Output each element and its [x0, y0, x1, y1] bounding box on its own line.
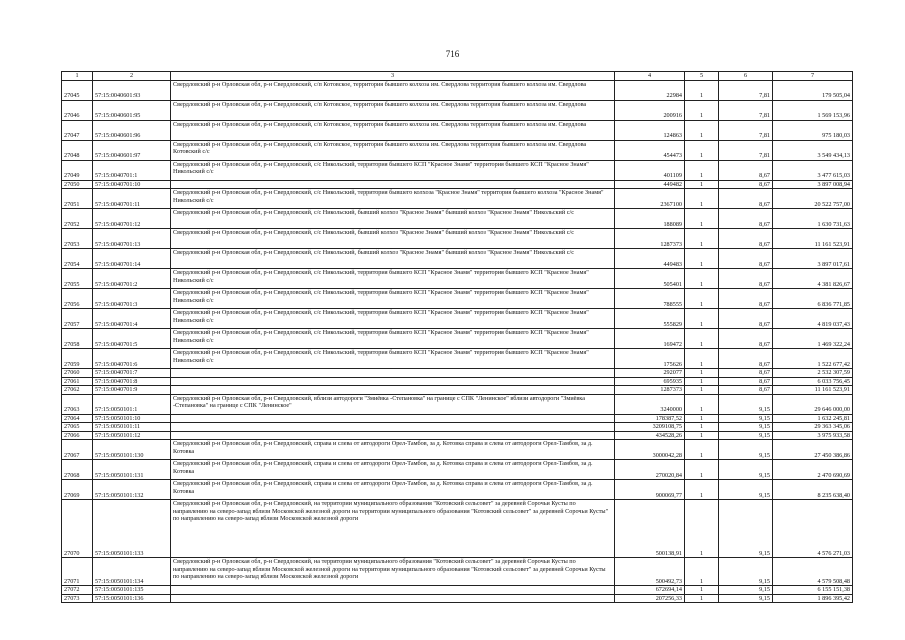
- location-description-cell: Свердловский р-н Орловская обл, р-н Свердловский, справа и слева от автодороги Орел-Тамбов, за д. Котовка справа и слева от автодороги Орел-Тамбов, за д. Котовка: [171, 440, 615, 460]
- rate-cell: 8,67: [719, 386, 773, 395]
- location-description-cell: Свердловский р-н Орловская обл, р-н Свердловский, с/с Никольский, территория бывшего колхоза "Красное Знамя" территория бывшего колхоза "Красное Знамя" Никольский с/с: [171, 189, 615, 209]
- table-row: [62, 377, 853, 386]
- rate-cell: 9,15: [719, 480, 773, 500]
- record-number-cell: 27060: [62, 369, 93, 378]
- area-cell: 695935: [615, 377, 685, 386]
- location-description-cell: Свердловский р-н Орловская обл, р-н Свердловский, с/п Котовское, территория бывшего колхоза им. Свердлова территория бывшего колхоза им. Свердлова: [171, 100, 615, 120]
- quantity-cell: 1: [685, 431, 719, 440]
- cadastral-number-cell: 57:15:0050101:135: [93, 586, 171, 595]
- location-description-cell: Свердловский р-н Орловская обл, р-н Свердловский, с/с Никольский, территория бывшего КСП "Красное Знамя" территория бывшего КСП "Красное Знамя" Никольский с/с: [171, 349, 615, 369]
- record-number-cell: 27046: [62, 100, 93, 120]
- record-number-cell: 27057: [62, 309, 93, 329]
- cadastral-number-cell: 57:15:0050101:134: [93, 558, 171, 586]
- cadastral-value-cell: 2 470 690,69: [773, 460, 853, 480]
- cadastral-value-cell: 6 155 151,38: [773, 586, 853, 595]
- area-cell: 454473: [615, 140, 685, 160]
- table-row: [62, 414, 853, 423]
- record-number-cell: 27049: [62, 160, 93, 180]
- table-row: [62, 558, 853, 586]
- location-description-cell: Свердловский р-н Орловская обл, р-н Свердловский, с/с Никольский, территория бывшего КСП "Красное Знамя" территория бывшего КСП "Красное Знамя" Никольский с/с: [171, 309, 615, 329]
- cadastral-number-cell: 57:15:0040601:96: [93, 120, 171, 140]
- cadastral-value-cell: 3 975 933,58: [773, 431, 853, 440]
- column-header: 4: [615, 72, 685, 81]
- cadastral-number-cell: 57:15:0040701:7: [93, 369, 171, 378]
- record-number-cell: 27065: [62, 423, 93, 432]
- location-description-cell: [171, 423, 615, 432]
- area-cell: 169472: [615, 329, 685, 349]
- cadastral-value-cell: 27 450 386,86: [773, 440, 853, 460]
- record-number-cell: 27052: [62, 209, 93, 229]
- quantity-cell: 1: [685, 209, 719, 229]
- cadastral-number-cell: 57:15:0040701:4: [93, 309, 171, 329]
- table-row: [62, 349, 853, 369]
- cadastral-number-cell: 57:15:0040701:1: [93, 160, 171, 180]
- record-number-cell: 27051: [62, 189, 93, 209]
- cadastral-value-cell: 1 569 153,96: [773, 100, 853, 120]
- area-cell: 555829: [615, 309, 685, 329]
- location-description-cell: [171, 431, 615, 440]
- cadastral-value-cell: 3 897 008,94: [773, 180, 853, 189]
- table-row: [62, 100, 853, 120]
- blank-page-margin: [0, 585, 905, 640]
- quantity-cell: 1: [685, 160, 719, 180]
- quantity-cell: 1: [685, 440, 719, 460]
- rate-cell: 8,67: [719, 349, 773, 369]
- rate-cell: 9,15: [719, 423, 773, 432]
- quantity-cell: 1: [685, 377, 719, 386]
- cadastral-value-cell: 8 235 638,40: [773, 480, 853, 500]
- table-row: [62, 140, 853, 160]
- rate-cell: 8,67: [719, 269, 773, 289]
- cadastral-value-cell: 29 363 345,06: [773, 423, 853, 432]
- area-cell: 3000042,28: [615, 440, 685, 460]
- quantity-cell: 1: [685, 394, 719, 414]
- quantity-cell: 1: [685, 460, 719, 480]
- record-number-cell: 27059: [62, 349, 93, 369]
- cadastral-value-cell: 6 836 771,85: [773, 289, 853, 309]
- rate-cell: 8,67: [719, 309, 773, 329]
- cadastral-value-cell: 1 522 677,42: [773, 349, 853, 369]
- quantity-cell: 1: [685, 269, 719, 289]
- cadastral-number-cell: 57:15:0040701:5: [93, 329, 171, 349]
- rate-cell: 9,15: [719, 440, 773, 460]
- record-number-cell: 27068: [62, 460, 93, 480]
- rate-cell: 8,67: [719, 289, 773, 309]
- cadastral-number-cell: 57:15:0040701:2: [93, 269, 171, 289]
- cadastral-value-cell: 1 630 731,63: [773, 209, 853, 229]
- rate-cell: 7,81: [719, 120, 773, 140]
- rate-cell: 7,81: [719, 140, 773, 160]
- column-header: 7: [773, 72, 853, 81]
- location-description-cell: [171, 180, 615, 189]
- area-cell: 292077: [615, 369, 685, 378]
- table-row: [62, 386, 853, 395]
- cadastral-value-cell: 179 505,04: [773, 80, 853, 100]
- area-cell: 3240000: [615, 394, 685, 414]
- location-description-cell: Свердловский р-н Орловская обл, р-н Свердловский, вблизи автодороги "Змиёвка -Степановка" на границе с СПК "Ленинское" вблизи автодороги "Змиёвка -Степановка" на границе с СПК "Ленинское": [171, 394, 615, 414]
- rate-cell: 8,67: [719, 377, 773, 386]
- location-description-cell: Свердловский р-н Орловская обл, р-н Свердловский, справа и слева от автодороги Орел-Тамбов, за д. Котовка справа и слева от автодороги Орел-Тамбов, за д. Котовка: [171, 460, 615, 480]
- quantity-cell: 1: [685, 369, 719, 378]
- quantity-cell: 1: [685, 594, 719, 603]
- cadastral-value-cell: 4 381 826,67: [773, 269, 853, 289]
- cadastral-value-cell: 3 477 615,03: [773, 160, 853, 180]
- location-description-cell: Свердловский р-н Орловская обл, р-н Свердловский, с/п Котовское, территория бывшего колхоза им. Свердлова территория бывшего колхоза им. Свердлова: [171, 80, 615, 100]
- cadastral-value-cell: 1 632 245,81: [773, 414, 853, 423]
- location-description-cell: Свердловский р-н Орловская обл, р-н Свердловский, с/с Никольский, бывший колхоз "Красное Знамя" бывший колхоз "Красное Знамя" Никольский с/с: [171, 249, 615, 269]
- rate-cell: 8,67: [719, 160, 773, 180]
- table-row: [62, 480, 853, 500]
- record-number-cell: 27056: [62, 289, 93, 309]
- rate-cell: 7,81: [719, 100, 773, 120]
- quantity-cell: 1: [685, 500, 719, 558]
- cadastral-number-cell: 57:15:0040601:95: [93, 100, 171, 120]
- location-description-cell: Свердловский р-н Орловская обл, р-н Свердловский, на территории муниципального образования "Котовский сельсовет" за деревней Сорочьи Кусты по направлению на северо-запад вблизи Московской железной дороги на территории муниципального образования "Котовский сельсовет" за деревней Сорочьи Кусты по направлению на северо-запад вблизи Московской железной дороги: [171, 558, 615, 586]
- quantity-cell: 1: [685, 586, 719, 595]
- location-description-cell: Свердловский р-н Орловская обл, р-н Свердловский, с/с Никольский, территория бывшего КСП "Красное Знамя" территория бывшего КСП "Красное Знамя" Никольский с/с: [171, 269, 615, 289]
- area-cell: 500492,73: [615, 558, 685, 586]
- record-number-cell: 27062: [62, 386, 93, 395]
- area-cell: 505401: [615, 269, 685, 289]
- cadastral-value-cell: 975 180,03: [773, 120, 853, 140]
- rate-cell: 9,15: [719, 414, 773, 423]
- cadastral-value-cell: 1 469 322,24: [773, 329, 853, 349]
- location-description-cell: Свердловский р-н Орловская обл, р-н Свердловский, с/п Котовское, территория бывшего колхоза им. Свердлова территория бывшего колхоза им. Свердлова: [171, 120, 615, 140]
- area-cell: 500138,91: [615, 500, 685, 558]
- cadastral-number-cell: 57:15:0040701:6: [93, 349, 171, 369]
- area-cell: 900069,77: [615, 480, 685, 500]
- record-number-cell: 27073: [62, 594, 93, 603]
- rate-cell: 8,67: [719, 209, 773, 229]
- cadastral-number-cell: 57:15:0050101:1: [93, 394, 171, 414]
- quantity-cell: 1: [685, 349, 719, 369]
- cadastral-number-cell: 57:15:0050101:11: [93, 423, 171, 432]
- record-number-cell: 27066: [62, 431, 93, 440]
- record-number-cell: 27072: [62, 586, 93, 595]
- area-cell: 2367100: [615, 189, 685, 209]
- location-description-cell: [171, 386, 615, 395]
- cadastral-value-cell: 1 896 395,42: [773, 594, 853, 603]
- rate-cell: 8,67: [719, 189, 773, 209]
- table-row: [62, 189, 853, 209]
- area-cell: 788555: [615, 289, 685, 309]
- cadastral-value-cell: 3 897 017,61: [773, 249, 853, 269]
- area-cell: 22984: [615, 80, 685, 100]
- record-number-cell: 27050: [62, 180, 93, 189]
- location-description-cell: [171, 414, 615, 423]
- cadastral-value-cell: 20 522 757,00: [773, 189, 853, 209]
- location-description-cell: Свердловский р-н Орловская обл, р-н Свердловский, с/с Никольский, территория бывшего КСП "Красное Знамя" территория бывшего КСП "Красное Знамя" Никольский с/с: [171, 329, 615, 349]
- area-cell: 175626: [615, 349, 685, 369]
- column-header: 1: [62, 72, 93, 81]
- record-number-cell: 27071: [62, 558, 93, 586]
- cadastral-value-cell: 11 161 523,91: [773, 386, 853, 395]
- record-number-cell: 27069: [62, 480, 93, 500]
- table-row: [62, 289, 853, 309]
- table-row: [62, 369, 853, 378]
- rate-cell: 9,15: [719, 500, 773, 558]
- cadastral-register-table: [61, 71, 853, 603]
- cadastral-number-cell: 57:15:0040601:97: [93, 140, 171, 160]
- cadastral-number-cell: 57:15:0050101:130: [93, 440, 171, 460]
- table-row: [62, 209, 853, 229]
- column-header: 5: [685, 72, 719, 81]
- cadastral-number-cell: 57:15:0040701:9: [93, 386, 171, 395]
- record-number-cell: 27067: [62, 440, 93, 460]
- cadastral-number-cell: 57:15:0040601:93: [93, 80, 171, 100]
- location-description-cell: Свердловский р-н Орловская обл, р-н Свердловский, с/п Котовское, территория бывшего колхоза им. Свердлова территория бывшего колхоза им. Свердлова Котовский с/с: [171, 140, 615, 160]
- quantity-cell: 1: [685, 100, 719, 120]
- record-number-cell: 27053: [62, 229, 93, 249]
- area-cell: 1287373: [615, 386, 685, 395]
- cadastral-value-cell: 4 819 037,43: [773, 309, 853, 329]
- record-number-cell: 27047: [62, 120, 93, 140]
- location-description-cell: Свердловский р-н Орловская обл, р-н Свердловский, с/с Никольский, территория бывшего КСП "Красное Знамя" территория бывшего КСП "Красное Знамя" Никольский с/с: [171, 160, 615, 180]
- table-row: [62, 269, 853, 289]
- record-number-cell: 27048: [62, 140, 93, 160]
- quantity-cell: 1: [685, 423, 719, 432]
- location-description-cell: [171, 369, 615, 378]
- record-number-cell: 27054: [62, 249, 93, 269]
- quantity-cell: 1: [685, 386, 719, 395]
- quantity-cell: 1: [685, 309, 719, 329]
- area-cell: 178387,52: [615, 414, 685, 423]
- cadastral-value-cell: 2 532 307,59: [773, 369, 853, 378]
- cadastral-number-cell: 57:15:0050101:12: [93, 431, 171, 440]
- area-cell: 449482: [615, 180, 685, 189]
- table-row: [62, 180, 853, 189]
- rate-cell: 8,67: [719, 229, 773, 249]
- rate-cell: 9,15: [719, 558, 773, 586]
- record-number-cell: 27070: [62, 500, 93, 558]
- cadastral-number-cell: 57:15:0050101:132: [93, 480, 171, 500]
- rate-cell: 9,15: [719, 431, 773, 440]
- table-row: [62, 329, 853, 349]
- table-row: [62, 394, 853, 414]
- rate-cell: 8,67: [719, 180, 773, 189]
- table-row: [62, 120, 853, 140]
- rate-cell: 9,15: [719, 460, 773, 480]
- rate-cell: 8,67: [719, 249, 773, 269]
- cadastral-value-cell: 29 646 000,00: [773, 394, 853, 414]
- quantity-cell: 1: [685, 414, 719, 423]
- area-cell: 188089: [615, 209, 685, 229]
- table-row: [62, 440, 853, 460]
- area-cell: 270020,84: [615, 460, 685, 480]
- record-number-cell: 27058: [62, 329, 93, 349]
- location-description-cell: Свердловский р-н Орловская обл, р-н Свердловский, с/с Никольский, бывший колхоз "Красное Знамя" бывший колхоз "Красное Знамя" Никольский с/с: [171, 229, 615, 249]
- area-cell: 124863: [615, 120, 685, 140]
- rate-cell: 7,81: [719, 80, 773, 100]
- table-row: [62, 460, 853, 480]
- column-header: 2: [93, 72, 171, 81]
- cadastral-number-cell: 57:15:0040701:13: [93, 229, 171, 249]
- area-cell: 200916: [615, 100, 685, 120]
- location-description-cell: Свердловский р-н Орловская обл, р-н Свердловский, на территории муниципального образования "Котовский сельсовет" за деревней Сорочьи Кусты по направлению на северо-запад вблизи Московской железной дороги на территории муниципального образования "Котовский сельсовет" за деревней Сорочьи Кусты" по направлению на северо-запад вблизи Московской железной дороги: [171, 500, 615, 558]
- rate-cell: 9,15: [719, 586, 773, 595]
- table-row: [62, 249, 853, 269]
- quantity-cell: 1: [685, 289, 719, 309]
- cadastral-number-cell: 57:15:0040701:14: [93, 249, 171, 269]
- quantity-cell: 1: [685, 189, 719, 209]
- table-row: [62, 431, 853, 440]
- rate-cell: 8,67: [719, 329, 773, 349]
- location-description-cell: Свердловский р-н Орловская обл, р-н Свердловский, справа и слева от автодороги Орел-Тамбов, за д. Котовка справа и слева от автодороги Орел-Тамбов, за д. Котовка: [171, 480, 615, 500]
- cadastral-number-cell: 57:15:0050101:131: [93, 460, 171, 480]
- cadastral-value-cell: 3 549 434,13: [773, 140, 853, 160]
- area-cell: 207256,33: [615, 594, 685, 603]
- cadastral-value-cell: 4 576 271,03: [773, 500, 853, 558]
- cadastral-number-cell: 57:15:0040701:8: [93, 377, 171, 386]
- area-cell: 672694,14: [615, 586, 685, 595]
- table-row: [62, 500, 853, 558]
- location-description-cell: Свердловский р-н Орловская обл, р-н Свердловский, с/с Никольский, бывший колхоз "Красное Знамя" бывший колхоз "Красное Знамя" Никольский с/с: [171, 209, 615, 229]
- record-number-cell: 27061: [62, 377, 93, 386]
- record-number-cell: 27063: [62, 394, 93, 414]
- quantity-cell: 1: [685, 80, 719, 100]
- page-number: 716: [445, 49, 460, 59]
- table-header-row: [62, 72, 853, 81]
- quantity-cell: 1: [685, 180, 719, 189]
- area-cell: 401109: [615, 160, 685, 180]
- rate-cell: 9,15: [719, 394, 773, 414]
- rate-cell: 8,67: [719, 369, 773, 378]
- cadastral-value-cell: 4 579 508,48: [773, 558, 853, 586]
- cadastral-number-cell: 57:15:0040701:12: [93, 209, 171, 229]
- record-number-cell: 27045: [62, 80, 93, 100]
- area-cell: 1287373: [615, 229, 685, 249]
- cadastral-value-cell: 11 161 523,91: [773, 229, 853, 249]
- cadastral-value-cell: 6 033 756,45: [773, 377, 853, 386]
- record-number-cell: 27055: [62, 269, 93, 289]
- cadastral-number-cell: 57:15:0050101:133: [93, 500, 171, 558]
- quantity-cell: 1: [685, 120, 719, 140]
- table-row: [62, 80, 853, 100]
- quantity-cell: 1: [685, 249, 719, 269]
- table-row: [62, 229, 853, 249]
- cadastral-number-cell: 57:15:0040701:11: [93, 189, 171, 209]
- quantity-cell: 1: [685, 480, 719, 500]
- area-cell: 449483: [615, 249, 685, 269]
- table-row: [62, 423, 853, 432]
- quantity-cell: 1: [685, 329, 719, 349]
- cadastral-number-cell: 57:15:0040701:3: [93, 289, 171, 309]
- location-description-cell: [171, 377, 615, 386]
- table-row: [62, 309, 853, 329]
- area-cell: 434528,26: [615, 431, 685, 440]
- quantity-cell: 1: [685, 229, 719, 249]
- cadastral-number-cell: 57:15:0040701:10: [93, 180, 171, 189]
- location-description-cell: Свердловский р-н Орловская обл, р-н Свердловский, с/с Никольский, территория бывшего КСП "Красное Знамя" территория бывшего КСП "Красное Знамя" Никольский с/с: [171, 289, 615, 309]
- area-cell: 3209108,75: [615, 423, 685, 432]
- quantity-cell: 1: [685, 558, 719, 586]
- cadastral-number-cell: 57:15:0050101:136: [93, 594, 171, 603]
- cadastral-number-cell: 57:15:0050101:10: [93, 414, 171, 423]
- table-row: [62, 160, 853, 180]
- quantity-cell: 1: [685, 140, 719, 160]
- record-number-cell: 27064: [62, 414, 93, 423]
- column-header: 6: [719, 72, 773, 81]
- column-header: 3: [171, 72, 615, 81]
- rate-cell: 9,15: [719, 594, 773, 603]
